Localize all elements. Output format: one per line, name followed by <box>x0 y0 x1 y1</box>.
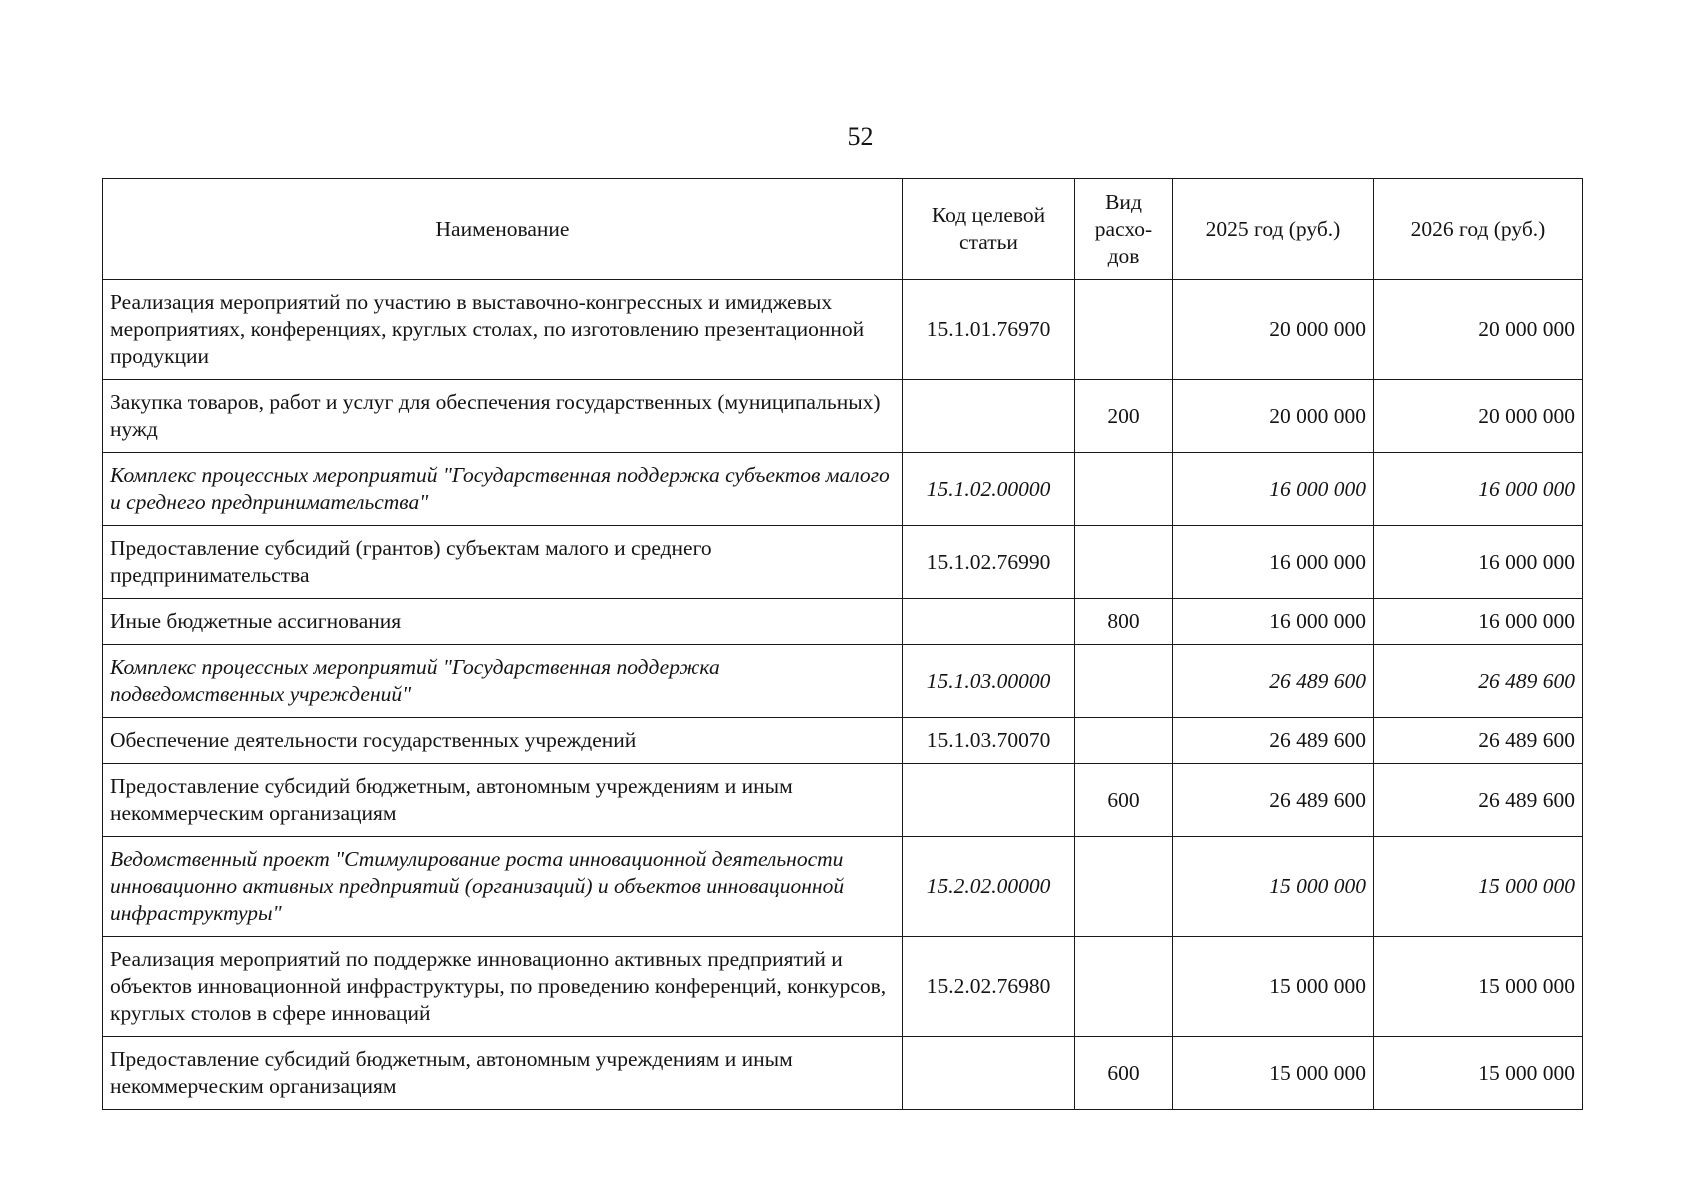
row-kind: 600 <box>1075 1037 1173 1110</box>
table-header-row <box>103 179 1583 280</box>
row-2025: 16 000 000 <box>1173 453 1374 526</box>
row-name: Предоставление субсидий (грантов) субъектам малого и среднего предпринимательства <box>103 526 903 599</box>
row-name: Закупка товаров, работ и услуг для обеспечения государственных (муниципальных) нужд <box>103 380 903 453</box>
table-row <box>103 718 1583 764</box>
row-2025: 16 000 000 <box>1173 599 1374 645</box>
header-code: Код целевой статьи <box>903 179 1075 280</box>
table-row <box>103 526 1583 599</box>
row-2026: 16 000 000 <box>1374 526 1583 599</box>
table-row <box>103 837 1583 937</box>
row-2026: 26 489 600 <box>1374 764 1583 837</box>
row-2025: 26 489 600 <box>1173 764 1374 837</box>
row-2026: 15 000 000 <box>1374 937 1583 1037</box>
row-2025: 15 000 000 <box>1173 837 1374 937</box>
row-2026: 20 000 000 <box>1374 380 1583 453</box>
row-kind: 800 <box>1075 599 1173 645</box>
row-kind <box>1075 937 1173 1037</box>
row-2025: 15 000 000 <box>1173 1037 1374 1110</box>
row-code: 15.1.03.00000 <box>903 645 1075 718</box>
row-name: Реализация мероприятий по участию в выставочно-конгрессных и имиджевых мероприятиях, конференциях, круглых столах, по изготовлению презентационной продукции <box>103 280 903 380</box>
table-row <box>103 599 1583 645</box>
row-2025: 26 489 600 <box>1173 718 1374 764</box>
page-number: 52 <box>847 122 874 151</box>
row-2026: 26 489 600 <box>1374 645 1583 718</box>
row-2026: 26 489 600 <box>1374 718 1583 764</box>
budget-table <box>102 178 1583 1110</box>
row-2025: 26 489 600 <box>1173 645 1374 718</box>
row-code <box>903 599 1075 645</box>
row-kind <box>1075 453 1173 526</box>
table-row <box>103 1037 1583 1110</box>
row-name: Предоставление субсидий бюджетным, автономным учреждениям и иным некоммерческим организациям <box>103 1037 903 1110</box>
table-row <box>103 645 1583 718</box>
row-2026: 16 000 000 <box>1374 453 1583 526</box>
row-kind: 200 <box>1075 380 1173 453</box>
row-2026: 15 000 000 <box>1374 837 1583 937</box>
table-row <box>103 453 1583 526</box>
row-kind <box>1075 837 1173 937</box>
row-2025: 20 000 000 <box>1173 280 1374 380</box>
row-code: 15.1.02.00000 <box>903 453 1075 526</box>
row-2026: 16 000 000 <box>1374 599 1583 645</box>
row-name: Обеспечение деятельности государственных учреждений <box>103 718 903 764</box>
table-row <box>103 764 1583 837</box>
row-kind <box>1075 645 1173 718</box>
row-name: Реализация мероприятий по поддержке инновационно активных предприятий и объектов инновационной инфраструктуры, по проведению конференций, конкурсов, круглых столов в сфере инноваций <box>103 937 903 1037</box>
table-row <box>103 937 1583 1037</box>
row-name: Ведомственный проект "Стимулирование роста инновационной деятельности инновационно активных предприятий (организаций) и объектов инновационной инфраструктуры" <box>103 837 903 937</box>
row-name: Предоставление субсидий бюджетным, автономным учреждениям и иным некоммерческим организациям <box>103 764 903 837</box>
row-kind <box>1075 718 1173 764</box>
header-kind: Вид расхо-дов <box>1075 179 1173 280</box>
row-code <box>903 1037 1075 1110</box>
row-code: 15.1.01.76970 <box>903 280 1075 380</box>
row-name: Комплекс процессных мероприятий "Государственная поддержка субъектов малого и среднего предпринимательства" <box>103 453 903 526</box>
table-row <box>103 280 1583 380</box>
row-2026: 15 000 000 <box>1374 1037 1583 1110</box>
row-name: Комплекс процессных мероприятий "Государственная поддержка подведомственных учреждений" <box>103 645 903 718</box>
header-name: Наименование <box>103 179 903 280</box>
row-code <box>903 764 1075 837</box>
row-code: 15.1.02.76990 <box>903 526 1075 599</box>
header-2026: 2026 год (руб.) <box>1374 179 1583 280</box>
row-2025: 20 000 000 <box>1173 380 1374 453</box>
header-2025: 2025 год (руб.) <box>1173 179 1374 280</box>
row-code: 15.2.02.76980 <box>903 937 1075 1037</box>
row-kind <box>1075 526 1173 599</box>
row-code: 15.2.02.00000 <box>903 837 1075 937</box>
row-2025: 16 000 000 <box>1173 526 1374 599</box>
row-kind: 600 <box>1075 764 1173 837</box>
row-code <box>903 380 1075 453</box>
row-kind <box>1075 280 1173 380</box>
row-code: 15.1.03.70070 <box>903 718 1075 764</box>
table-row <box>103 380 1583 453</box>
row-name: Иные бюджетные ассигнования <box>103 599 903 645</box>
row-2025: 15 000 000 <box>1173 937 1374 1037</box>
row-2026: 20 000 000 <box>1374 280 1583 380</box>
